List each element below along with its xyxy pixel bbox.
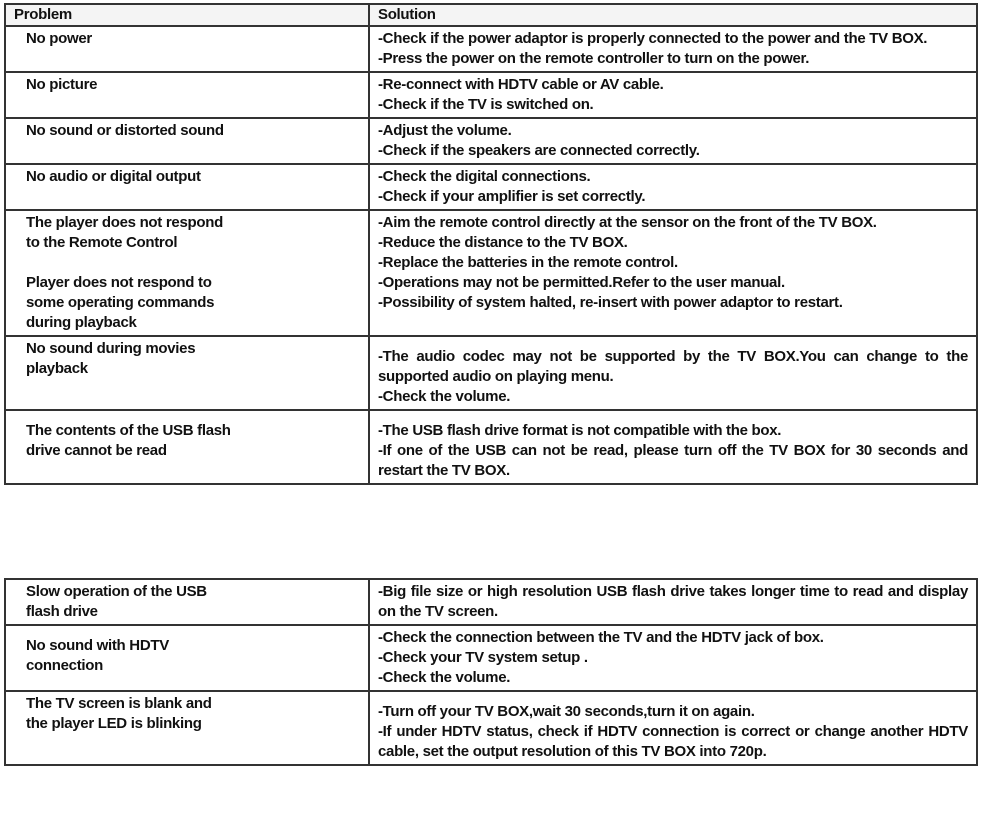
solution-text: -Reduce the distance to the TV BOX. bbox=[377, 234, 628, 251]
problem-text: Slow operation of the USB bbox=[26, 583, 207, 600]
solution-text: -Possibility of system halted, re-insert with power adaptor to restart. bbox=[377, 294, 843, 311]
solution-cell bbox=[369, 579, 977, 625]
solution-text: -Check if the TV is switched on. bbox=[377, 96, 594, 113]
table-row bbox=[5, 691, 977, 765]
solution-cell bbox=[369, 336, 977, 410]
solution-text: -Check if your amplifier is set correctly. bbox=[377, 188, 646, 205]
problem-cell bbox=[5, 26, 369, 72]
solution-cell bbox=[369, 26, 977, 72]
solution-cell bbox=[369, 691, 977, 765]
problem-text: No audio or digital output bbox=[26, 168, 201, 185]
problem-text: drive cannot be read bbox=[26, 442, 167, 459]
problem-text: The contents of the USB flash bbox=[26, 422, 231, 439]
problem-text: to the Remote Control bbox=[26, 234, 178, 251]
problem-text: No picture bbox=[26, 76, 98, 93]
solution-text: -Turn off your TV BOX,wait 30 seconds,turn it on again. bbox=[377, 703, 755, 720]
table-row bbox=[5, 579, 977, 625]
problem-cell bbox=[5, 625, 369, 691]
solution-text: -Check the volume. bbox=[377, 669, 511, 686]
problem-cell bbox=[5, 691, 369, 765]
table-header-row bbox=[5, 4, 977, 26]
solution-text: -The audio codec may not be supported by the TV BOX.You can change to the supported audio on playing menu. bbox=[377, 348, 968, 385]
problem-cell bbox=[5, 118, 369, 164]
solution-text: -If under HDTV status, check if HDTV connection is correct or change another HDTV cable, set the output resolution of this TV BOX into 720p. bbox=[377, 723, 968, 760]
problem-text: flash drive bbox=[26, 603, 98, 620]
table-row bbox=[5, 26, 977, 72]
table-row bbox=[5, 118, 977, 164]
solution-text: -If one of the USB can not be read, please turn off the TV BOX for 30 seconds and restart the TV BOX. bbox=[377, 442, 968, 479]
solution-text: -Re-connect with HDTV cable or AV cable. bbox=[377, 76, 664, 93]
solution-text: -Check your TV system setup . bbox=[377, 649, 588, 666]
problem-text: the player LED is blinking bbox=[26, 715, 202, 732]
problem-text: some operating commands bbox=[26, 294, 215, 311]
problem-text: The player does not respond bbox=[26, 214, 223, 231]
solution-text: -Check if the speakers are connected correctly. bbox=[377, 142, 700, 159]
problem-text: No sound or distorted sound bbox=[26, 122, 224, 139]
problem-cell bbox=[5, 164, 369, 210]
problem-cell bbox=[5, 410, 369, 484]
table-row bbox=[5, 210, 977, 336]
problem-column-header: Problem bbox=[5, 4, 369, 26]
problem-cell bbox=[5, 72, 369, 118]
solution-cell bbox=[369, 72, 977, 118]
solution-text: -Check the digital connections. bbox=[377, 168, 591, 185]
problem-text: The TV screen is blank and bbox=[26, 695, 212, 712]
troubleshooting-table-part-2 bbox=[4, 578, 978, 766]
problem-text: playback bbox=[26, 360, 88, 377]
solution-text: -Press the power on the remote controller to turn on the power. bbox=[377, 50, 810, 67]
solution-text: -Adjust the volume. bbox=[377, 122, 512, 139]
problem-text: connection bbox=[26, 657, 104, 674]
problem-spacer bbox=[26, 253, 360, 273]
solution-text: -The USB flash drive format is not compatible with the box. bbox=[377, 422, 782, 439]
solution-cell bbox=[369, 210, 977, 336]
solution-text: -Operations may not be permitted.Refer to the user manual. bbox=[377, 274, 785, 291]
solution-text: -Big file size or high resolution USB flash drive takes longer time to read and display on the TV screen. bbox=[377, 583, 968, 620]
solution-text: -Aim the remote control directly at the sensor on the front of the TV BOX. bbox=[377, 214, 877, 231]
solution-text: -Replace the batteries in the remote control. bbox=[377, 254, 678, 271]
solution-cell bbox=[369, 118, 977, 164]
problem-cell bbox=[5, 336, 369, 410]
problem-text: Player does not respond to bbox=[26, 274, 212, 291]
solution-cell bbox=[369, 625, 977, 691]
problem-cell bbox=[5, 210, 369, 336]
problem-text: No sound during movies bbox=[26, 340, 196, 357]
problem-cell bbox=[5, 579, 369, 625]
problem-text: No sound with HDTV bbox=[26, 637, 169, 654]
table-row bbox=[5, 336, 977, 410]
solution-cell bbox=[369, 164, 977, 210]
table-row bbox=[5, 410, 977, 484]
problem-text: during playback bbox=[26, 314, 137, 331]
table-row bbox=[5, 625, 977, 691]
table-row bbox=[5, 72, 977, 118]
troubleshooting-table-part-1 bbox=[4, 3, 978, 485]
problem-text: No power bbox=[26, 30, 92, 47]
table-row bbox=[5, 164, 977, 210]
solution-text: -Check if the power adaptor is properly connected to the power and the TV BOX. bbox=[377, 30, 928, 47]
solution-column-header: Solution bbox=[369, 4, 977, 26]
solution-text: -Check the connection between the TV and the HDTV jack of box. bbox=[377, 629, 824, 646]
solution-text: -Check the volume. bbox=[377, 388, 511, 405]
solution-cell bbox=[369, 410, 977, 484]
